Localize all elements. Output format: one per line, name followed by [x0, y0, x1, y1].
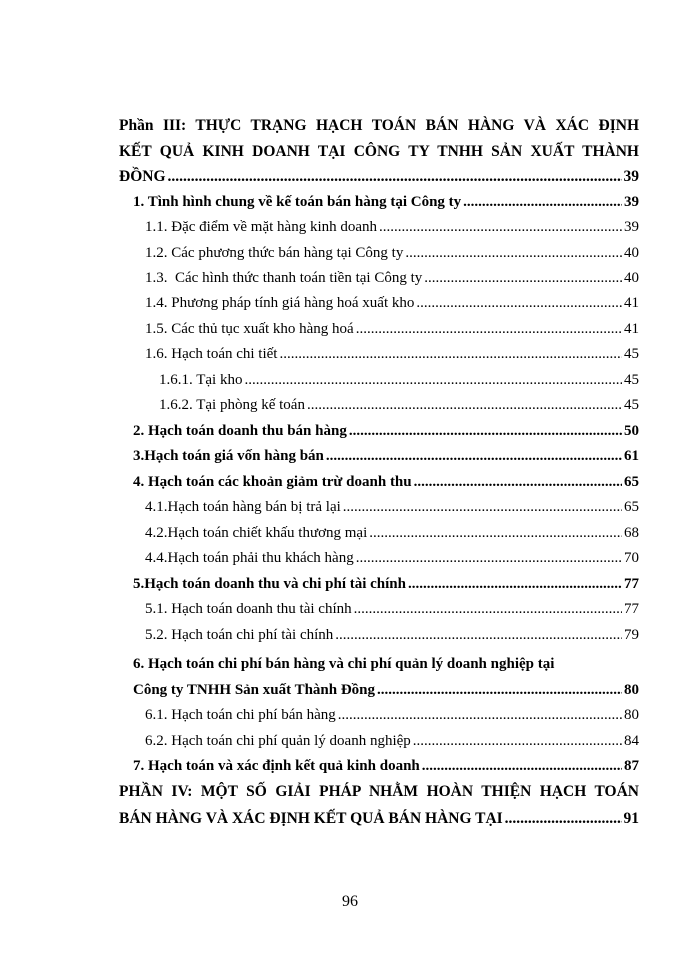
leader-dots	[356, 319, 622, 339]
leader-dots	[505, 809, 622, 829]
toc-entry-text: 4. Hạch toán các khoản giảm trừ doanh thu	[133, 474, 412, 490]
part4-heading-line1: PHẦN IV: MỘT SỐ GIẢI PHÁP NHẰM HOÀN THIỆN HẠCH TOÁN	[119, 783, 639, 800]
part3-heading-line1: Phần III: THỰC TRẠNG HẠCH TOÁN BÁN HÀNG VÀ XÁC ĐỊNH	[119, 117, 639, 134]
toc-entry-text: 1.2. Các phương thức bán hàng tại Công ty	[145, 245, 404, 261]
toc-entry-text: 1.6. Hạch toán chi tiết	[145, 346, 278, 362]
leader-dots	[422, 756, 622, 776]
toc-entry[interactable]	[133, 756, 639, 776]
toc-entry-page: 45	[624, 346, 639, 362]
leader-dots	[349, 421, 622, 441]
toc-entry-page: 50	[624, 423, 639, 439]
toc-entry[interactable]	[145, 293, 639, 313]
toc-entry-6-line1[interactable]	[133, 654, 639, 674]
leader-dots	[335, 625, 622, 645]
part3-heading-line3	[119, 167, 639, 187]
toc-entry-text: 3.Hạch toán giá vốn hàng bán	[133, 448, 324, 464]
toc-entry-text: 5.1. Hạch toán doanh thu tài chính	[145, 601, 352, 617]
leader-dots	[414, 472, 622, 492]
leader-dots	[343, 497, 622, 517]
toc-entry-text: 2. Hạch toán doanh thu bán hàng	[133, 423, 347, 439]
toc-entry-text: 4.1.Hạch toán hàng bán bị trả lại	[145, 499, 341, 515]
toc-entry-page: 40	[624, 245, 639, 261]
toc-entry-text: 4.2.Hạch toán chiết khấu thương mại	[145, 525, 368, 541]
part4-heading-text: BÁN HÀNG VÀ XÁC ĐỊNH KẾT QUẢ BÁN HÀNG TẠI	[119, 810, 503, 827]
toc-entry[interactable]	[159, 370, 639, 390]
toc-entry-text: 5.2. Hạch toán chi phí tài chính	[145, 627, 334, 643]
leader-dots	[405, 243, 622, 263]
toc-entry[interactable]	[133, 421, 639, 441]
toc-entry-6-line2[interactable]	[133, 680, 639, 700]
toc-entry-text: 1.1. Đặc điểm về mặt hàng kinh doanh	[145, 219, 378, 235]
leader-dots	[168, 167, 622, 187]
leader-dots	[307, 395, 622, 415]
toc-entry[interactable]	[145, 599, 639, 619]
leader-dots	[377, 680, 622, 700]
toc-entry[interactable]	[133, 192, 639, 212]
toc-entry-text: 1.3. Các hình thức thanh toán tiền tại Công ty	[145, 270, 423, 286]
toc-entry-page: 65	[624, 474, 639, 490]
toc-entry[interactable]	[145, 497, 639, 517]
toc-entry-text: 7. Hạch toán và xác định kết quả kinh doanh	[133, 758, 420, 774]
toc-entry[interactable]	[145, 217, 639, 237]
leader-dots	[379, 217, 622, 237]
toc-entry-page: 80	[624, 707, 639, 723]
toc-entry[interactable]	[145, 548, 639, 568]
toc-entry-text: 6.2. Hạch toán chi phí quản lý doanh nghiệp	[145, 733, 411, 749]
leader-dots	[244, 370, 622, 390]
toc-entry-text: Công ty TNHH Sản xuất Thành Đồng	[133, 682, 376, 698]
toc-entry-page: 61	[624, 448, 639, 464]
leader-dots	[354, 599, 622, 619]
toc-entry-page: 68	[624, 525, 639, 541]
leader-dots	[369, 523, 622, 543]
toc-entry-text: 1. Tình hình chung về kế toán bán hàng tại Công ty	[133, 194, 462, 210]
toc-entry[interactable]	[145, 625, 639, 645]
leader-dots	[356, 548, 622, 568]
toc-entry[interactable]	[145, 268, 639, 288]
toc-entry-page: 77	[624, 576, 639, 592]
toc-entry-text: 5.Hạch toán doanh thu và chi phí tài chính	[133, 576, 406, 592]
toc-entry[interactable]	[145, 344, 639, 364]
toc-entry-page: 41	[624, 321, 639, 337]
leader-dots	[326, 446, 622, 466]
toc-entry[interactable]	[145, 523, 639, 543]
toc-entry-page: 41	[624, 295, 639, 311]
toc-entry-text: 4.4.Hạch toán phải thu khách hàng	[145, 550, 354, 566]
toc-entry-page: 70	[624, 550, 639, 566]
part3-heading-text: ĐỒNG	[119, 168, 166, 185]
toc-entry-page: 39	[624, 194, 639, 210]
leader-dots	[279, 344, 622, 364]
toc-entry[interactable]	[145, 705, 639, 725]
toc-entry[interactable]	[133, 472, 639, 492]
leader-dots	[413, 731, 622, 751]
toc-entry-page: 45	[624, 372, 639, 388]
part3-heading-line2: KẾT QUẢ KINH DOANH TẠI CÔNG TY TNHH SẢN XUẤT THÀNH	[119, 143, 639, 160]
part4-heading-line2	[119, 809, 639, 829]
toc-entry-page: 77	[624, 601, 639, 617]
toc-entry-text: 1.5. Các thủ tục xuất kho hàng hoá	[145, 321, 354, 337]
leader-dots	[463, 192, 622, 212]
leader-dots	[408, 574, 622, 594]
toc-entry[interactable]	[145, 319, 639, 339]
toc-entry[interactable]	[133, 446, 639, 466]
leader-dots	[424, 268, 622, 288]
toc-entry[interactable]	[145, 731, 639, 751]
leader-dots	[338, 705, 622, 725]
toc-entry-text: 6. Hạch toán chi phí bán hàng và chi phí quản lý doanh nghiệp tại	[133, 656, 555, 672]
toc-entry[interactable]	[159, 395, 639, 415]
toc-entry-page: 84	[624, 733, 639, 749]
leader-dots	[416, 293, 622, 313]
toc-entry-page: 80	[624, 682, 639, 698]
toc-entry-page: 40	[624, 270, 639, 286]
toc-entry-text: 1.6.1. Tại kho	[159, 372, 243, 388]
page-number: 96	[342, 893, 358, 910]
toc-entry-page: 65	[624, 499, 639, 515]
toc-entry-text: 1.6.2. Tại phòng kế toán	[159, 397, 305, 413]
toc-entry[interactable]	[145, 243, 639, 263]
toc-entry-page: 45	[624, 397, 639, 413]
toc-entry-page: 87	[624, 758, 639, 774]
toc-entry-text: 1.4. Phương pháp tính giá hàng hoá xuất kho	[145, 295, 415, 311]
toc-entry-page: 79	[624, 627, 639, 643]
part4-page: 91	[623, 810, 639, 827]
part3-page: 39	[623, 168, 639, 185]
toc-entry-text: 6.1. Hạch toán chi phí bán hàng	[145, 707, 336, 723]
toc-entry[interactable]	[133, 574, 639, 594]
toc-entry-page: 39	[624, 219, 639, 235]
